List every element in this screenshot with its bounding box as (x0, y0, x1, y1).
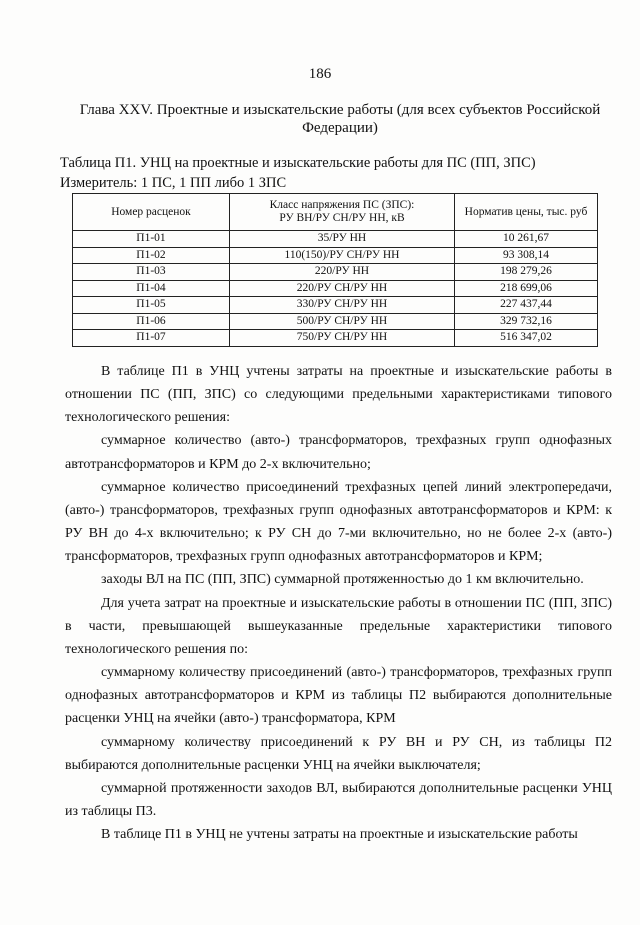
cell-voltage: 750/РУ СН/РУ НН (230, 330, 455, 347)
chapter-title-line1: Глава XXV. Проектные и изыскательские работы (для всех субъектов Российской (79, 102, 601, 118)
cell-code: П1-04 (73, 280, 230, 297)
table-header-row (73, 194, 598, 231)
table-row (73, 264, 598, 281)
table-row (73, 247, 598, 264)
cell-price: 218 699,06 (455, 280, 598, 297)
header-voltage (230, 194, 455, 231)
paragraph: суммарной протяженности заходов ВЛ, выбираются дополнительные расценки УНЦ из таблицы П3. (65, 780, 612, 819)
cell-code: П1-02 (73, 247, 230, 264)
table-row (73, 313, 598, 330)
table-row (73, 231, 598, 248)
cell-price: 516 347,02 (455, 330, 598, 347)
paragraph: суммарному количеству присоединений (авто-) трансформаторов, трехфазных групп однофазных автотрансформаторов и КРМ из таблицы П2 выбираются дополнительные расценки УНЦ на ячейки (авто-) трансформатора, КРМ (65, 665, 612, 727)
cell-voltage: 220/РУ НН (230, 264, 455, 281)
cell-price: 198 279,26 (455, 264, 598, 281)
header-code: Номер расценок (73, 194, 230, 231)
page-number: 186 (308, 66, 332, 82)
header-voltage-line1: Класс напряжения ПС (ЗПС): (269, 199, 415, 211)
cell-code: П1-03 (73, 264, 230, 281)
cell-code: П1-06 (73, 313, 230, 330)
paragraph: Для учета затрат на проектные и изыскательские работы в отношении ПС (ПП, ЗПС) в части, превышающей вышеуказанные предельные характеристики типового технологического решения по: (65, 595, 612, 657)
cell-price: 329 732,16 (455, 313, 598, 330)
cell-price: 93 308,14 (455, 247, 598, 264)
header-voltage-line2: РУ ВН/РУ СН/РУ НН, кВ (279, 212, 405, 224)
table-row (73, 297, 598, 314)
paragraph: В таблице П1 в УНЦ не учтены затраты на проектные и изыскательские работы (101, 827, 578, 843)
header-price: Норматив цены, тыс. руб (455, 194, 598, 231)
chapter-title-line2: Федерации) (302, 120, 378, 136)
paragraph: заходы ВЛ на ПС (ПП, ЗПС) суммарной протяженностью до 1 км включительно. (101, 572, 584, 588)
table-measure: Измеритель: 1 ПС, 1 ПП либо 1 ЗПС (60, 175, 287, 191)
table-row (73, 330, 598, 347)
chapter-title (70, 101, 610, 137)
cell-voltage: 220/РУ СН/РУ НН (230, 280, 455, 297)
price-table (72, 193, 598, 347)
paragraph: В таблице П1 в УНЦ учтены затраты на проектные и изыскательские работы в отношении ПС (ПП, ЗПС) со следующими предельными характеристиками типового технологического решения: (65, 364, 612, 426)
paragraph: суммарное количество (авто-) трансформаторов, трехфазных групп однофазных автотрансформаторов и КРМ до 2-х включительно; (65, 433, 612, 472)
paragraph: суммарному количеству присоединений к РУ ВН и РУ СН, из таблицы П2 выбираются дополнительные расценки УНЦ на ячейки выключателя; (65, 734, 612, 773)
cell-code: П1-01 (73, 231, 230, 248)
cell-voltage: 500/РУ СН/РУ НН (230, 313, 455, 330)
body-text (65, 360, 612, 846)
cell-voltage: 330/РУ СН/РУ НН (230, 297, 455, 314)
cell-price: 227 437,44 (455, 297, 598, 314)
paragraph: суммарное количество присоединений трехфазных цепей линий электропередачи, (авто-) трансформаторов, трехфазных групп однофазных автотрансформаторов и КРМ: к РУ ВН до 4-х включительно; к РУ СН до 7-ми включительно, но не более 2-х (авто-) трансформаторов, трехфазных групп однофазных автотрансформаторов и КРМ; (65, 479, 612, 565)
cell-voltage: 35/РУ НН (230, 231, 455, 248)
cell-price: 10 261,67 (455, 231, 598, 248)
cell-code: П1-05 (73, 297, 230, 314)
cell-code: П1-07 (73, 330, 230, 347)
cell-voltage: 110(150)/РУ СН/РУ НН (230, 247, 455, 264)
table-caption: Таблица П1. УНЦ на проектные и изыскательские работы для ПС (ПП, ЗПС) (60, 155, 536, 171)
table-row (73, 280, 598, 297)
